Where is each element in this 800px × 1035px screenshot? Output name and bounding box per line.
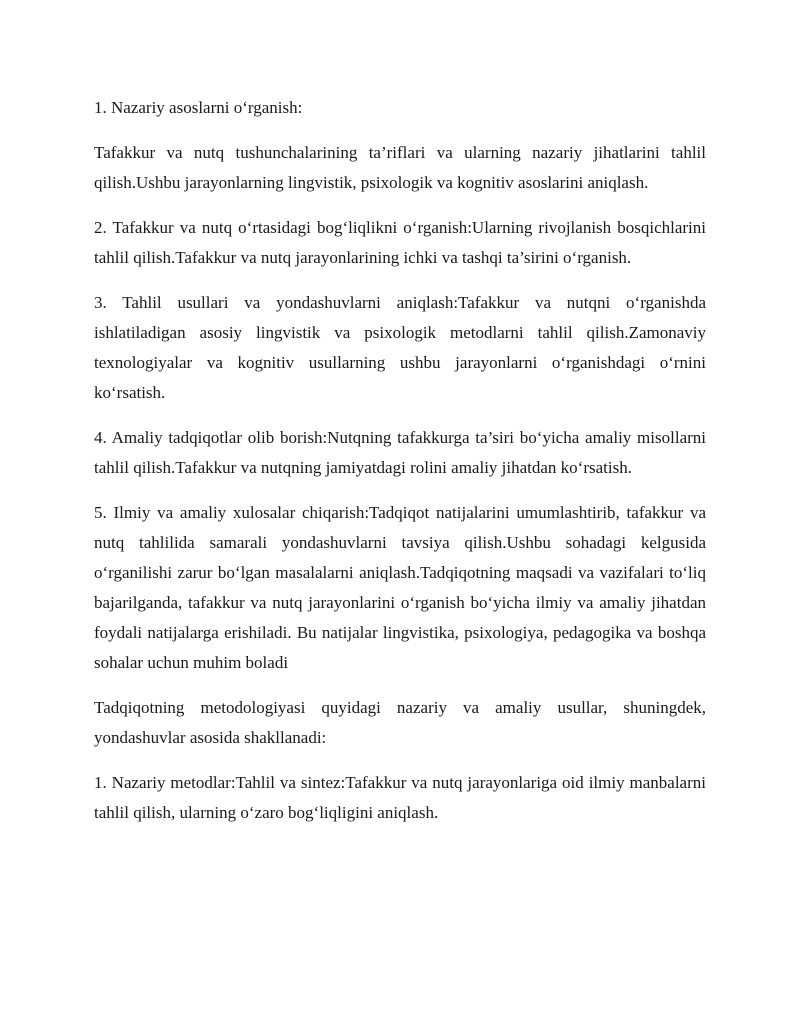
paragraph-boglilik: 2. Tafakkur va nutq o‘rtasidagi bog‘liqlikni o‘rganish:Ularning rivojlanish bosqichlarini tahlil qilish.Tafakkur va nutq jarayonlarining ichki va tashqi ta’sirini o‘rganish. xyxy=(94,218,706,267)
paragraph-amaliy-tadqiqotlar: 4. Amaliy tadqiqotlar olib borish:Nutqning tafakkurga ta’siri bo‘yicha amaliy misollarni tahlil qilish.Tafakkur va nutqning jamiyatdagi rolini amaliy jihatdan ko‘rsatish. xyxy=(94,428,706,477)
paragraph-tafakkur-tariflari: Tafakkur va nutq tushunchalarining ta’riflari va ularning nazariy jihatlarini tahlil qilish.Ushbu jarayonlarning lingvistik, psixologik va kognitiv asoslarini aniqlash. xyxy=(94,143,706,192)
paragraph-nazariy-metodlar: 1. Nazariy metodlar:Tahlil va sintez:Tafakkur va nutq jarayonlariga oid ilmiy manbalarni tahlil qilish, ularning o‘zaro bog‘liqligini aniqlash. xyxy=(94,773,706,822)
document-body xyxy=(94,93,706,843)
paragraph-metodologiya: Tadqiqotning metodologiyasi quyidagi nazariy va amaliy usullar, shuningdek, yondashuvlar asosida shakllanadi: xyxy=(94,698,706,747)
paragraph-xulosalar: 5. Ilmiy va amaliy xulosalar chiqarish:Tadqiqot natijalarini umumlashtirib, tafakkur va nutq tahlilida samarali yondashuvlarni tavsiya qilish.Ushbu sohadagi kelgusida o‘rganilishi zarur bo‘lgan masalalarni aniqlash.Tadqiqotning maqsadi va vazifalari to‘liq bajarilganda, tafakkur va nutq jarayonlarini o‘rganish bo‘yicha ilmiy va amaliy jihatdan foydali natijalarga erishiladi. Bu natijalar lingvistika, psixologiya, pedagogika va boshqa sohalar uchun muhim boladi xyxy=(94,503,706,672)
heading-nazariy-asoslar: 1. Nazariy asoslarni o‘rganish: xyxy=(94,98,303,117)
paragraph-tahlil-usullari: 3. Tahlil usullari va yondashuvlarni aniqlash:Tafakkur va nutqni o‘rganishda ishlatiladigan asosiy lingvistik va psixologik metodlarni tahlil qilish.Zamonaviy texnologiyalar va kognitiv usullarning ushbu jarayonlarni o‘rganishdagi o‘rnini ko‘rsatish. xyxy=(94,293,706,402)
